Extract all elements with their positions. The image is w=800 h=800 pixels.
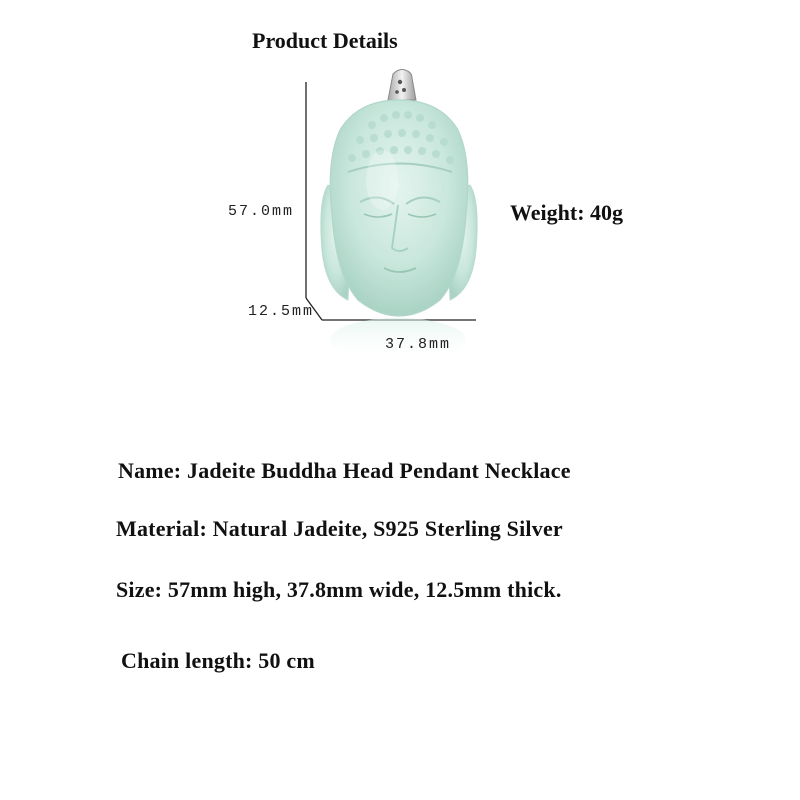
spec-size: Size: 57mm high, 37.8mm wide, 12.5mm thick. xyxy=(116,577,562,602)
width-label: 37.8mm xyxy=(385,336,452,353)
spec-chain-length: Chain length: 50 cm xyxy=(121,648,315,673)
spec-material: Material: Natural Jadeite, S925 Sterling Silver xyxy=(116,516,563,541)
jade-buddha-head xyxy=(321,100,477,316)
thickness-label: 12.5mm xyxy=(248,303,315,320)
silver-bail xyxy=(388,70,416,101)
height-label: 57.0mm xyxy=(228,203,295,220)
weight-label: Weight: 40g xyxy=(510,200,624,225)
spec-name: Name: Jadeite Buddha Head Pendant Necklace xyxy=(118,458,571,483)
page-title: Product Details xyxy=(252,28,398,53)
